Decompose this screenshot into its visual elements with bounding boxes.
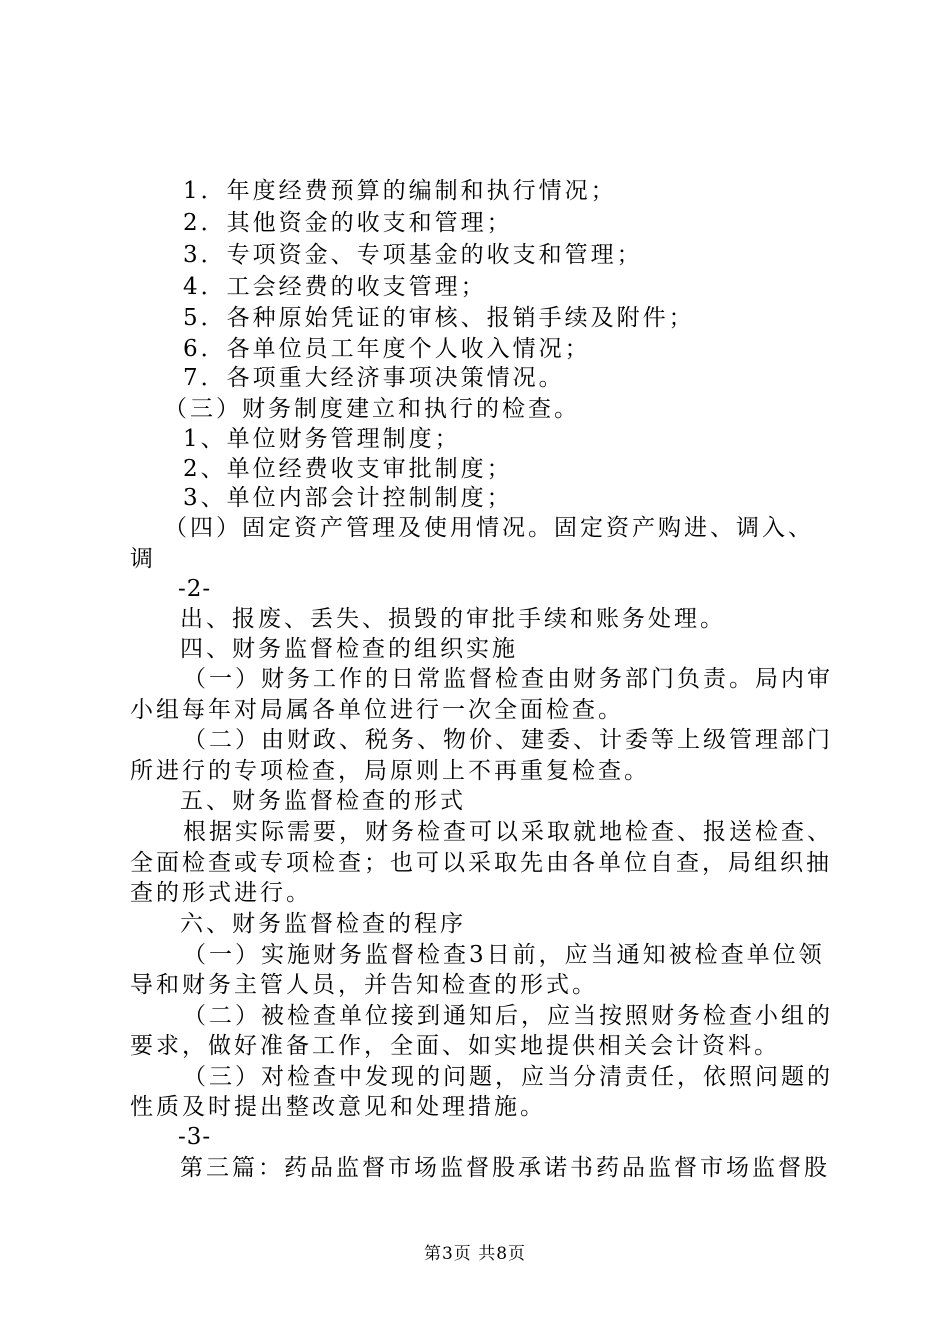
para-issues-cont: 性质及时提出整改意见和处理措施。	[130, 1094, 546, 1120]
page-marker-3: -3-	[178, 1124, 212, 1150]
chapter-heading-3: 第三篇：药品监督市场监督股承诺书药品监督市场监督股	[180, 1155, 830, 1181]
section-heading-6: 六、财务监督检查的程序	[180, 911, 466, 937]
item-original-vouchers: 5．各种原始凭证的审核、报销手续及附件；	[183, 305, 695, 331]
subheading-system-check: （三）财务制度建立和执行的检查。	[164, 396, 580, 422]
para-forms-cont-1: 全面检查或专项检查；也可以采取先由各单位自查，局组织抽	[130, 850, 832, 876]
item-special-funds: 3．专项资金、专项基金的收支和管理；	[183, 242, 643, 268]
para-notify-cont: 导和财务主管人员，并告知检查的形式。	[130, 972, 598, 998]
para-upper-check: （二）由财政、税务、物价、建委、计委等上级管理部门	[183, 727, 833, 753]
subheading-fixed-assets: （四）固定资产管理及使用情况。固定资产购进、调入、	[164, 515, 814, 541]
item-finance-rules: 1、单位财务管理制度；	[183, 426, 461, 452]
page-marker-2: -2-	[178, 576, 212, 602]
item-union-funds: 4．工会经费的收支管理；	[183, 274, 487, 300]
para-forms: 根据实际需要，财务检查可以采取就地检查、报送检查、	[183, 819, 833, 845]
para-notify: （一）实施财务监督检查3日前，应当通知被检查单位领	[183, 942, 825, 968]
para-daily-check-cont: 小组每年对局属各单位进行一次全面检查。	[130, 697, 624, 723]
item-approval-rules: 2、单位经费收支审批制度；	[183, 456, 513, 482]
item-major-decisions: 7．各项重大经济事项决策情况。	[183, 365, 565, 391]
item-other-funds: 2．其他资金的收支和管理；	[183, 210, 513, 236]
page-footer: 第3页 共8页	[423, 1244, 527, 1264]
para-prepare: （二）被检查单位接到通知后，应当按照财务检查小组的	[183, 1003, 833, 1029]
section-heading-4: 四、财务监督检查的组织实施	[180, 636, 518, 662]
item-internal-control: 3、单位内部会计控制制度；	[183, 485, 513, 511]
section-heading-5: 五、财务监督检查的形式	[180, 788, 466, 814]
para-upper-check-cont: 所进行的专项检查，局原则上不再重复检查。	[130, 758, 650, 784]
item-staff-income: 6．各单位员工年度个人收入情况；	[183, 336, 591, 362]
para-issues: （三）对检查中发现的问题，应当分清责任，依照问题的	[183, 1064, 833, 1090]
para-prepare-cont: 要求，做好准备工作，全面、如实地提供相关会计资料。	[130, 1033, 780, 1059]
para-daily-check: （一）财务工作的日常监督检查由财务部门负责。局内审	[183, 666, 833, 692]
text-fixed-assets-cont: 出、报废、丢失、损毁的审批手续和账务处理。	[180, 606, 726, 632]
text-continuation: 调	[130, 546, 156, 572]
item-annual-budget: 1．年度经费预算的编制和执行情况；	[183, 178, 617, 204]
para-forms-cont-2: 查的形式进行。	[130, 880, 312, 906]
